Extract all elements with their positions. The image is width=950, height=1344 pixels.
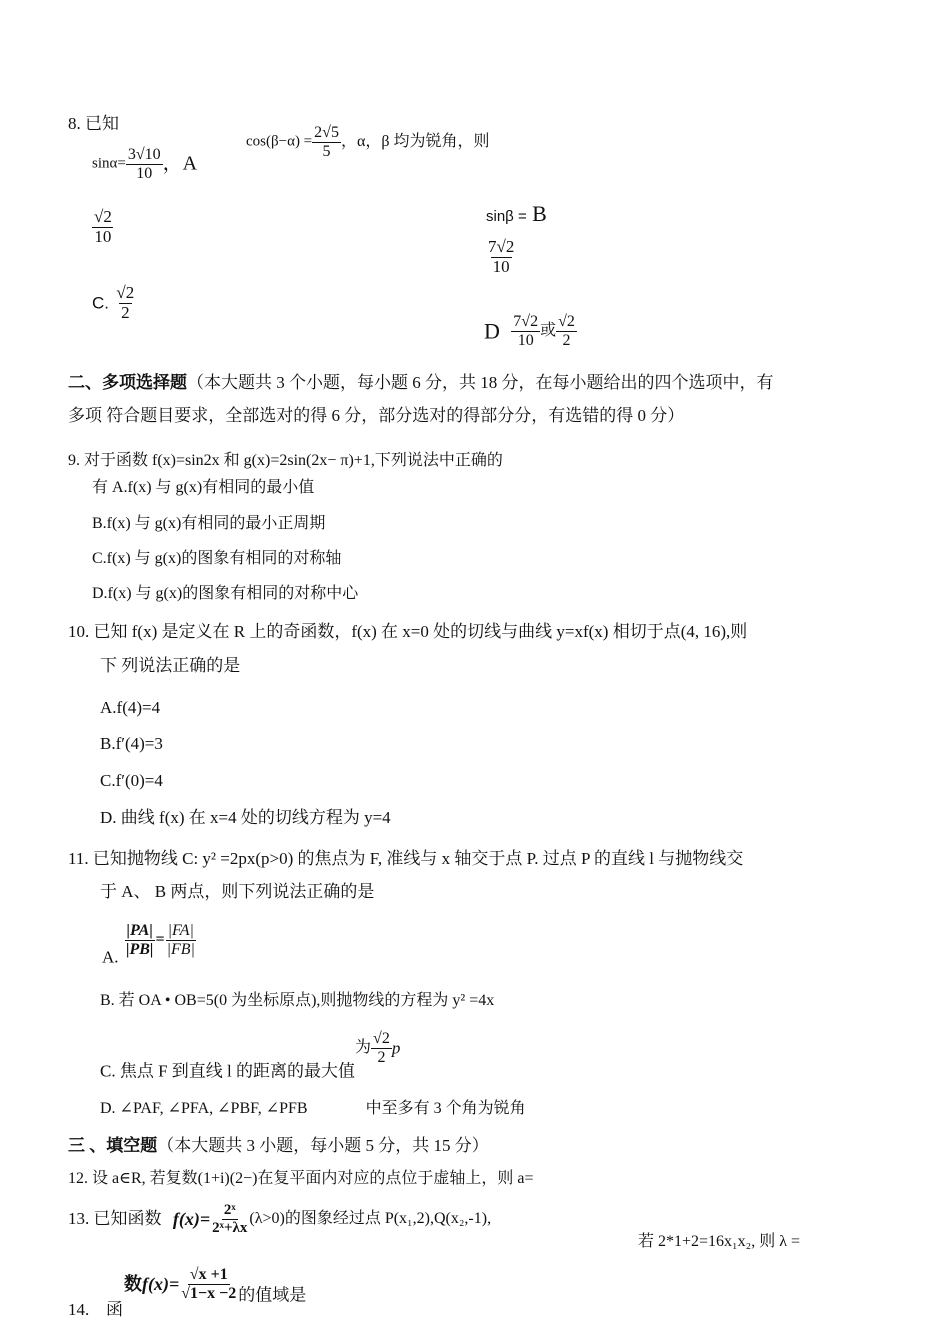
q10-option-c[interactable]: C.f′(0)=4 — [100, 771, 163, 790]
opt-a-letter: A. — [102, 947, 119, 967]
opt-d-or: 或 — [540, 321, 557, 339]
frac-den: √1−x −2 — [181, 1284, 237, 1302]
q9-option-b[interactable]: B.f(x) 与 g(x)有相同的最小正周期 — [92, 515, 326, 532]
frac-num: 2√5 — [314, 124, 339, 141]
sin-alpha-fraction — [126, 146, 163, 182]
frac-den: 5 — [322, 142, 331, 160]
q13-prefix: 13. 已知函数 — [68, 1209, 162, 1229]
cos-fraction — [312, 124, 341, 160]
section3-desc: （本大题共 3 小题，每小题 5 分，共 15 分） — [157, 1136, 489, 1155]
frac-den: 2ˣ+λx — [212, 1219, 248, 1236]
q9-option-a[interactable]: 有 A.f(x) 与 g(x)有相同的最小值 — [92, 479, 315, 496]
frac-den: 10 — [517, 331, 534, 349]
q14-f-label: f(x)= — [142, 1273, 180, 1294]
sin-alpha-label: sinα= — [92, 155, 126, 172]
opt-d-tail: 中至多有 3 个角为锐角 — [365, 1100, 526, 1117]
opt-a-fraction-2 — [165, 922, 197, 958]
q8-option-d[interactable] — [484, 313, 577, 349]
frac-den: 10 — [492, 256, 510, 276]
frac-den: |FB| — [166, 940, 195, 958]
q8-cos — [246, 124, 489, 160]
cond-text: ，α，β 均为锐角，则 — [340, 132, 490, 150]
comma-a: ，A — [162, 152, 198, 175]
q8-option-b[interactable] — [486, 238, 516, 276]
q8-sin-beta — [486, 201, 547, 227]
q14-tail: 的值域是 — [238, 1285, 307, 1305]
frac-num: 2ˣ — [223, 1202, 236, 1218]
frac-den: 10 — [136, 164, 153, 182]
q13-cond: (λ>0)的图象经过点 P(x₁,2),Q(x₂,-1), — [249, 1209, 492, 1227]
q14-han: 函 — [106, 1300, 123, 1319]
opt-c-p: p — [391, 1038, 401, 1058]
q10-option-d[interactable]: D. 曲线 f(x) 在 x=4 处的切线方程为 y=4 — [100, 808, 391, 827]
section3-title: 三 、填空题 — [68, 1136, 158, 1155]
q11-option-d[interactable] — [100, 1100, 526, 1118]
q12-stem: 12. 设 a∈R, 若复数(1+i)(2−)在复平面内对应的点位于虚轴上，则 a= — [68, 1170, 534, 1187]
opt-d-letter: D — [484, 318, 500, 344]
q14-number: 14. — [68, 1300, 90, 1319]
q14-formula — [124, 1266, 306, 1305]
q14-fraction — [179, 1266, 238, 1302]
section2-line2: 多项 符合题目要求，全部选对的得 6 分，部分选对的得部分分，有选错的得 0 分） — [68, 406, 685, 425]
opt-c-wei: 为 — [355, 1038, 372, 1056]
frac-den: 2 — [562, 331, 571, 349]
opt-d-fraction-1 — [511, 313, 540, 349]
opt-c-letter: C. — [92, 293, 109, 313]
q9-option-d[interactable]: D.f(x) 与 g(x)的图象有相同的对称中心 — [92, 585, 359, 602]
q10-stem-line1: 10. 已知 f(x) 是定义在 R 上的奇函数，f(x) 在 x=0 处的切线与曲线 y=xf(x) 相切于点(4, 16),则 — [68, 622, 748, 641]
section2-title: 二、多项选择题 — [68, 373, 187, 392]
frac-num: |FA| — [167, 922, 194, 939]
sin-beta-label: sinβ = — [486, 208, 527, 225]
section2-desc: （本大题共 3 个小题，每小题 6 分，共 18 分，在每小题给出的四个选项中，有 — [187, 373, 774, 392]
frac-num: √2 — [558, 313, 575, 330]
frac-num: |PA| — [126, 922, 153, 939]
q11-option-a[interactable] — [102, 922, 197, 967]
frac-num: 3√10 — [127, 146, 161, 163]
q8-sin-alpha — [92, 146, 197, 182]
section3-heading — [68, 1136, 489, 1156]
cos-label: cos(β−α) = — [246, 133, 313, 150]
frac-den: 2 — [121, 302, 130, 322]
q11-option-c[interactable] — [100, 1030, 400, 1081]
frac-num: 7√2 — [513, 313, 539, 330]
opt-d-text: D. ∠PAF, ∠PFA, ∠PBF, ∠PFB — [100, 1100, 308, 1117]
frac-den: |PB| — [125, 940, 154, 958]
q10-stem-line2: 下 列说法正确的是 — [100, 656, 241, 675]
frac-num: √2 — [116, 283, 135, 302]
opt-b-letter: B — [532, 201, 547, 226]
q13-stem — [68, 1202, 491, 1236]
opt-c-fraction — [371, 1030, 392, 1066]
frac-den: 10 — [94, 226, 112, 246]
q13-tail: 若 2*1+2=16x₁x₂, 则 λ = — [638, 1233, 800, 1250]
q9-option-c[interactable]: C.f(x) 与 g(x)的图象有相同的对称轴 — [92, 550, 342, 567]
opt-a-fraction-1 — [124, 922, 156, 958]
q8-option-a[interactable] — [92, 208, 114, 246]
q9-stem: 9. 对于函数 f(x)=sin2x 和 g(x)=2sin(2x− π)+1,下列说法中正确的 — [68, 452, 503, 469]
opt-a-eq: = — [155, 930, 165, 948]
frac-den: 2 — [377, 1048, 386, 1066]
frac-num: √2 — [373, 1030, 390, 1047]
q13-fraction — [210, 1202, 249, 1236]
q10-option-b[interactable]: B.f′(4)=3 — [100, 734, 163, 753]
frac-num: √x +1 — [189, 1266, 228, 1283]
opt-d-fraction-2 — [556, 313, 577, 349]
q11-option-b[interactable]: B. 若 OA • OB=5(0 为坐标原点),则抛物线的方程为 y² =4x — [100, 992, 495, 1009]
q14-shu: 数 — [124, 1273, 142, 1294]
opt-c-text: C. 焦点 F 到直线 l 的距离的最大值 — [100, 1061, 356, 1081]
q11-stem-line1: 11. 已知抛物线 C: y² =2px(p>0) 的焦点为 F, 准线与 x 轴交于点 P. 过点 P 的直线 l 与抛物线交 — [68, 849, 744, 868]
q10-option-a[interactable]: A.f(4)=4 — [100, 698, 161, 717]
q13-f-label: f(x)= — [172, 1208, 211, 1229]
opt-c-fraction — [114, 284, 136, 322]
q11-stem-line2: 于 A、 B 两点，则下列说法正确的是 — [100, 882, 375, 901]
q8-intro: 8. 已知 — [68, 114, 119, 133]
section2-line1 — [68, 373, 774, 393]
frac-num: √2 — [94, 207, 112, 226]
frac-num: 7√2 — [488, 237, 515, 256]
q8-option-c[interactable] — [92, 284, 136, 322]
